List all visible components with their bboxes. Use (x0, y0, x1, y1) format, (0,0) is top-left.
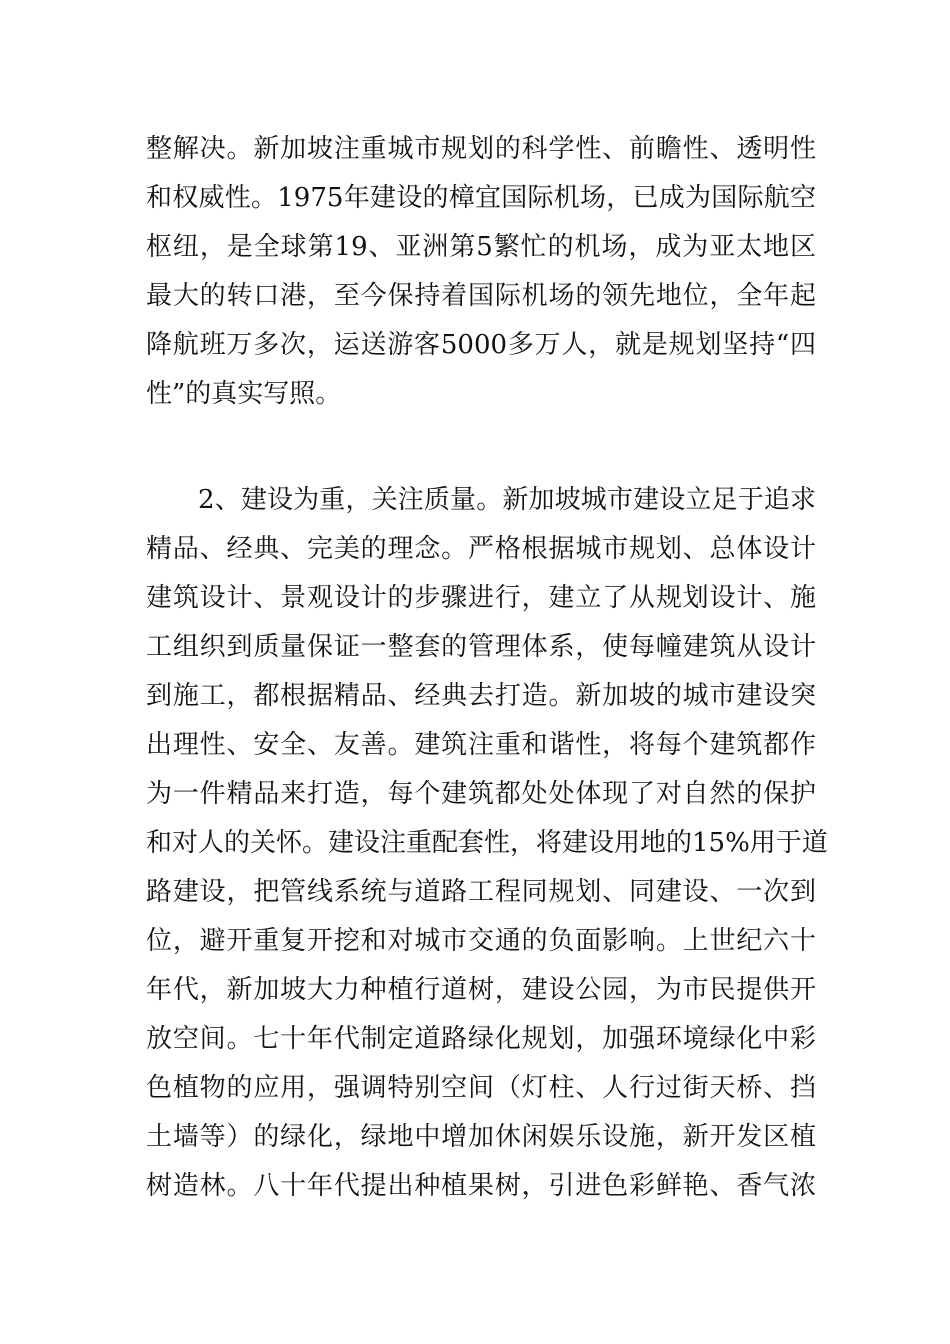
paragraph-line: 最大的转口港，至今保持着国际机场的领先地位，全年起 (146, 281, 816, 311)
paragraph-line: 树造林。八十年代提出种植果树，引进色彩鲜艳、香气浓 (146, 1171, 816, 1201)
paragraph-line: 性”的真实写照。 (146, 379, 342, 409)
paragraph-line: 精品、经典、完美的理念。严格根据城市规划、总体设计 (146, 534, 816, 564)
paragraph-1 (146, 125, 816, 419)
paragraph-line: 整解决。新加坡注重城市规划的科学性、前瞻性、透明性 (146, 134, 816, 164)
paragraph-line: 和对人的关怀。建设注重配套性，将建设用地的15%用于道 (146, 828, 828, 858)
paragraph-2 (146, 476, 828, 1211)
paragraph-line: 出理性、安全、友善。建筑注重和谐性，将每个建筑都作 (146, 730, 816, 760)
paragraph-line: 工组织到质量保证一整套的管理体系，使每幢建筑从设计 (146, 632, 816, 662)
paragraph-line: 年代，新加坡大力种植行道树，建设公园，为市民提供开 (146, 975, 816, 1005)
paragraph-line: 为一件精品来打造，每个建筑都处处体现了对自然的保护 (146, 779, 816, 809)
paragraph-line: 建筑设计、景观设计的步骤进行，建立了从规划设计、施 (146, 583, 816, 613)
paragraph-line: 枢纽，是全球第19、亚洲第5繁忙的机场，成为亚太地区 (146, 232, 816, 262)
paragraph-line: 到施工，都根据精品、经典去打造。新加坡的城市建设突 (146, 681, 816, 711)
paragraph-line: 降航班万多次，运送游客5000多万人，就是规划坚持“四 (146, 330, 816, 360)
paragraph-line: 和权威性。1975年建设的樟宜国际机场，已成为国际航空 (146, 183, 816, 213)
paragraph-line: 2、建设为重，关注质量。新加坡城市建设立足于追求 (198, 485, 816, 515)
paragraph-line: 土墙等）的绿化，绿地中增加休闲娱乐设施，新开发区植 (146, 1122, 816, 1152)
paragraph-line: 路建设，把管线系统与道路工程同规划、同建设、一次到 (146, 877, 816, 907)
paragraph-line: 位，避开重复开挖和对城市交通的负面影响。上世纪六十 (146, 926, 816, 956)
paragraph-line: 放空间。七十年代制定道路绿化规划，加强环境绿化中彩 (146, 1024, 816, 1054)
paragraph-line: 色植物的应用，强调特别空间（灯柱、人行过街天桥、挡 (146, 1073, 816, 1103)
